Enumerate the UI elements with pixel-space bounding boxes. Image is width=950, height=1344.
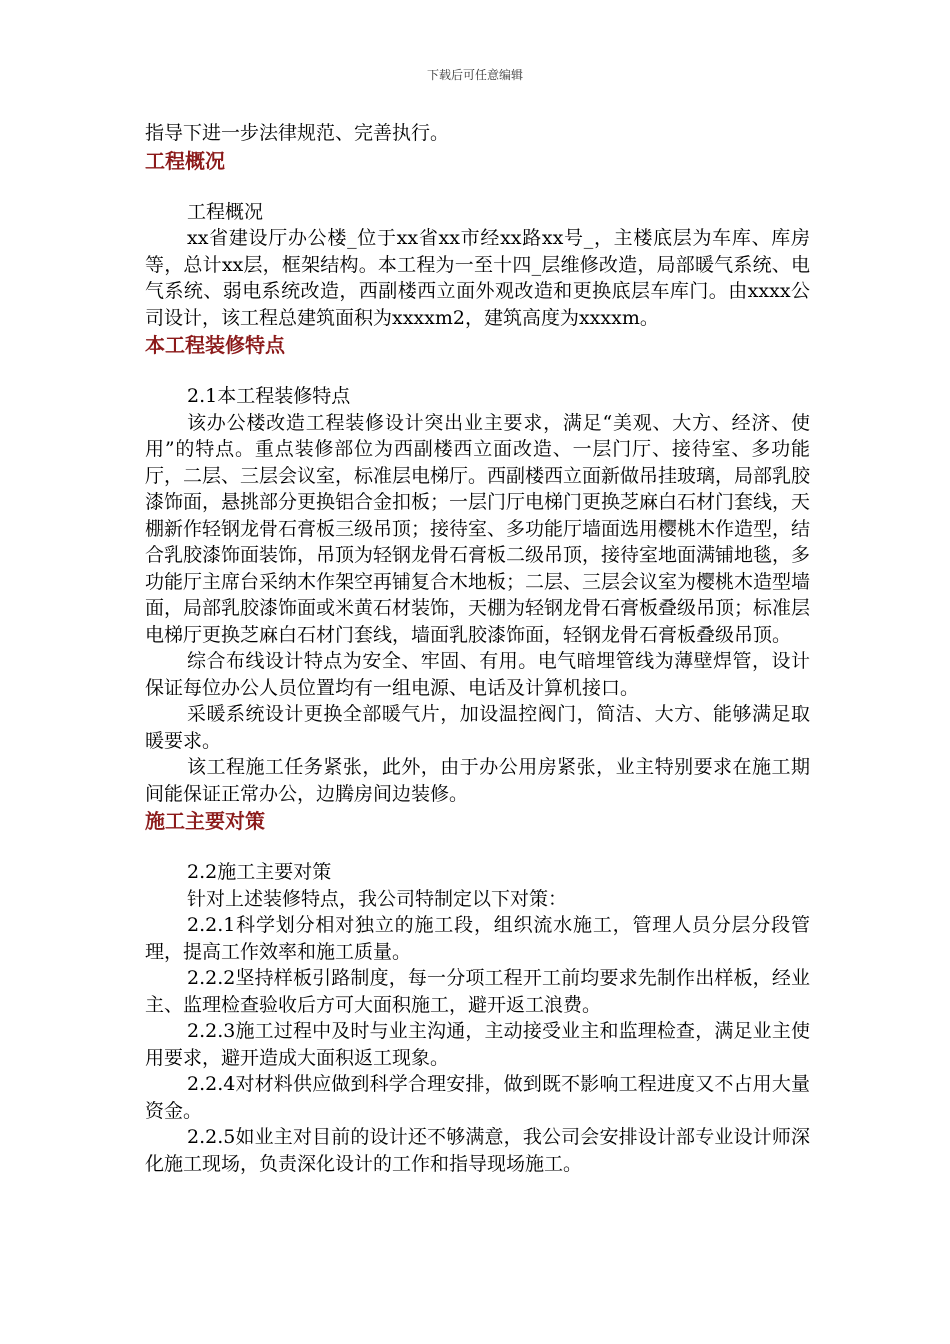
- body-paragraph: 2.2.1科学划分相对独立的施工段，组织流水施工，管理人员分层分段管理，提高工作效率和施工质量。: [145, 914, 810, 963]
- section-heading-project-overview: 工程概况: [145, 148, 225, 173]
- document-body: [145, 120, 810, 1177]
- body-paragraph: 2.2.2坚持样板引路制度，每一分项工程开工前均要求先制作出样板，经业主、监理检查验收后方可大面积施工，避开返工浪费。: [145, 967, 810, 1016]
- header-note: 下载后可任意编辑: [426, 68, 523, 82]
- body-paragraph: xx省建设厅办公楼_位于xx省xx市经xx路xx号_，主楼底层为车库、库房等，总计xx层，框架结构。本工程为一至十四_层维修改造，局部暖气系统、电气系统、弱电系统改造，西副楼西立面外观改造和更换底层车库门。由xxxx公司设计，该工程总建筑面积为xxxxm2，建筑高度为xxxxm。: [145, 227, 810, 329]
- section-subheading: 工程概况: [187, 200, 264, 223]
- section-spacer: [145, 175, 810, 199]
- body-paragraph: 2.2.3施工过程中及时与业主沟通，主动接受业主和监理检查，满足业主使用要求，避开造成大面积返工现象。: [145, 1020, 810, 1069]
- section-spacer: [145, 359, 810, 383]
- body-paragraph: 采暖系统设计更换全部暖气片，加设温控阀门，简洁、大方、能够满足取暖要求。: [145, 703, 810, 752]
- section-heading-decoration-features: 本工程装修特点: [145, 333, 285, 357]
- body-paragraph: 针对上述装修特点，我公司特制定以下对策：: [187, 887, 568, 910]
- body-paragraph: 2.2.5如业主对目前的设计还不够满意，我公司会安排设计部专业设计师深化施工现场，负责深化设计的工作和指导现场施工。: [145, 1126, 810, 1175]
- section-subheading: 2.1本工程装修特点: [187, 385, 351, 407]
- body-paragraph: 综合布线设计特点为安全、牢固、有用。电气暗埋管线为薄壁焊管，设计保证每位办公人员位置均有一组电源、电话及计算机接口。: [145, 650, 810, 699]
- body-paragraph: 该办公楼改造工程装修设计突出业主要求，满足“美观、大方、经济、使用”的特点。重点装修部位为西副楼西立面改造、一层门厅、接待室、多功能厅，二层、三层会议室，标准层电梯厅。西副楼西立面新做吊挂玻璃，局部乳胶漆饰面，悬挑部分更换铝合金扣板；一层门厅电梯门更换芝麻白石材门套线，天棚新作轻钢龙骨石膏板三级吊顶；接待室、多功能厅墙面选用樱桃木作造型，结合乳胶漆饰面装饰，吊顶为轻钢龙骨石膏板二级吊顶，接待室地面满铺地毯，多功能厅主席台采纳木作架空再铺复合木地板；二层、三层会议室为樱桃木造型墙面，局部乳胶漆饰面或米黄石材装饰，天棚为轻钢龙骨石膏板叠级吊顶；标准层电梯厅更换芝麻白石材门套线，墙面乳胶漆饰面，轻钢龙骨石膏板叠级吊顶。: [145, 411, 811, 646]
- body-paragraph: 2.2.4对材料供应做到科学合理安排，做到既不影响工程进度又不占用大量资金。: [145, 1073, 810, 1122]
- section-spacer: [145, 835, 810, 859]
- section-subheading: 2.2施工主要对策: [187, 861, 332, 883]
- body-paragraph: 该工程施工任务紧张，此外，由于办公用房紧张，业主特别要求在施工期间能保证正常办公，边腾房间边装修。: [145, 756, 810, 805]
- intro-tail-paragraph: 指导下进一步法律规范、完善执行。: [145, 122, 450, 144]
- section-heading-construction-measures: 施工主要对策: [145, 809, 265, 833]
